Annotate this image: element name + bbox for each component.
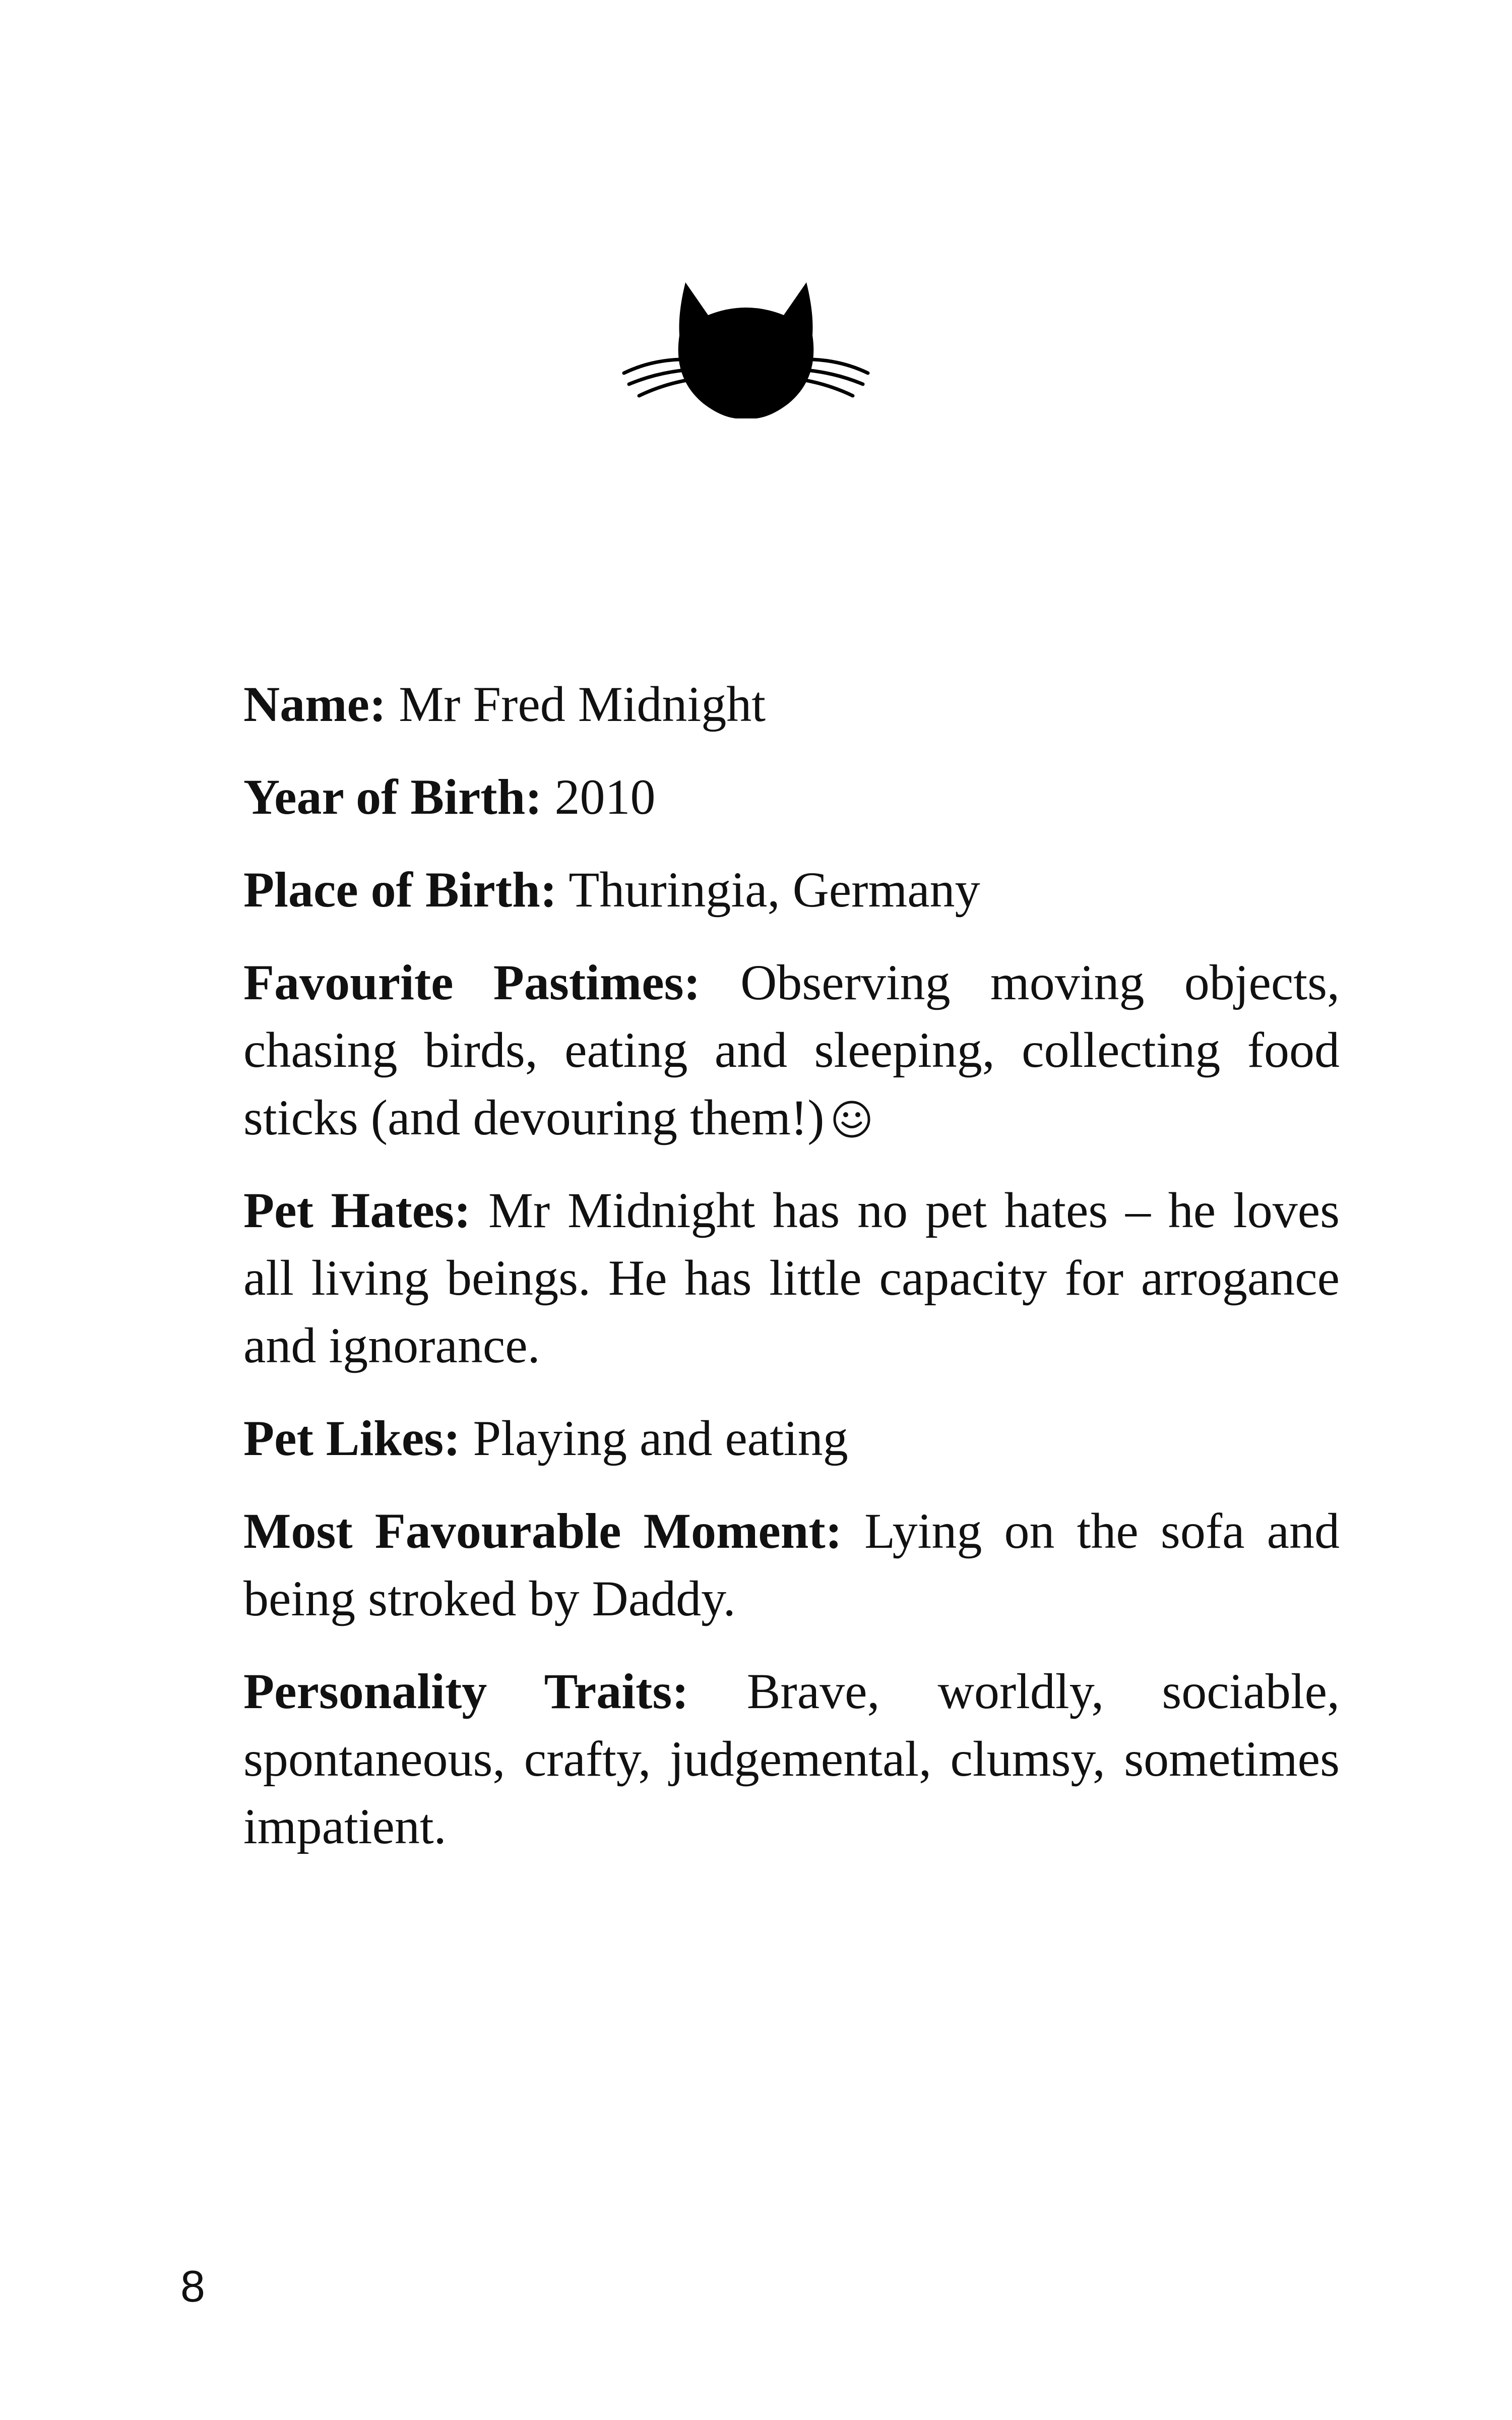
favourite-pastimes-label: Favourite Pastimes: [243, 954, 701, 1010]
name-entry [243, 671, 1340, 738]
year-of-birth-value: 2010 [554, 769, 656, 825]
personality-traits-label: Personality Traits: [243, 1663, 689, 1719]
favourite-pastimes-value: Observing moving objects, chasing birds, eating and sleeping, collecting food sticks (and devouring them!) [243, 954, 1340, 1145]
year-of-birth-entry [243, 763, 1340, 831]
pet-likes-label: Pet Likes: [243, 1410, 461, 1466]
year-of-birth-label: Year of Birth: [243, 769, 542, 825]
place-of-birth-entry [243, 856, 1340, 924]
pet-hates-label: Pet Hates: [243, 1182, 471, 1238]
cat-head-silhouette-icon [615, 252, 877, 418]
place-of-birth-value: Thuringia, Germany [569, 862, 980, 918]
place-of-birth-label: Place of Birth: [243, 862, 557, 918]
cat-profile [243, 671, 1340, 1886]
smiley-face-icon [832, 1099, 872, 1139]
personality-traits-value: Brave, worldly, sociable, spontaneous, crafty, judgemental, clumsy, sometimes impatient. [243, 1663, 1340, 1854]
page-number: 8 [180, 2261, 205, 2311]
pet-hates-value: Mr Midnight has no pet hates – he loves all living beings. He has little capacity for arrogance and ignorance. [243, 1182, 1340, 1373]
pet-likes-entry [243, 1405, 1340, 1472]
most-favourable-moment-entry [243, 1497, 1340, 1632]
most-favourable-moment-value: Lying on the sofa and being stroked by Daddy. [243, 1503, 1340, 1626]
pet-likes-value: Playing and eating [473, 1410, 848, 1466]
favourite-pastimes-entry [243, 949, 1340, 1152]
name-label: Name: [243, 676, 387, 732]
name-value: Mr Fred Midnight [399, 676, 766, 732]
personality-traits-entry [243, 1658, 1340, 1860]
pet-hates-entry [243, 1177, 1340, 1379]
most-favourable-moment-label: Most Favourable Moment: [243, 1503, 842, 1559]
